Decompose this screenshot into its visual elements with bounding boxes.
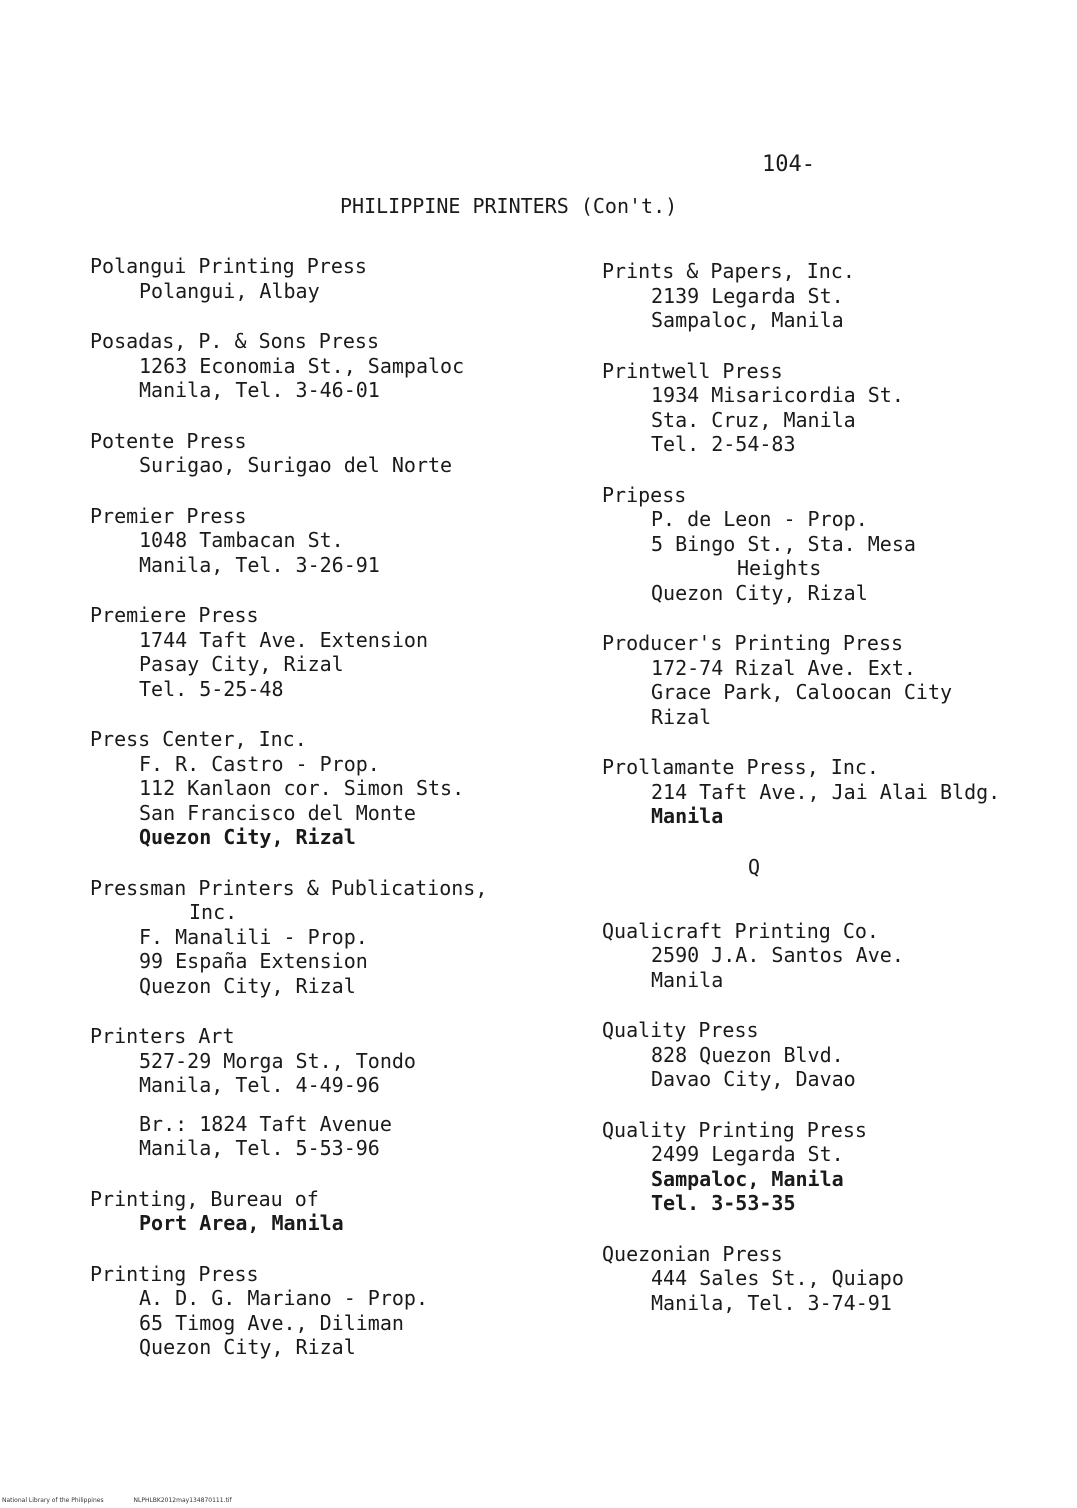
entry-line: Manila bbox=[651, 967, 724, 992]
directory-entry bbox=[90, 429, 550, 478]
entry-line: Sampaloc, Manila bbox=[651, 308, 844, 332]
directory-entry bbox=[90, 329, 550, 403]
entry-line: Quezon City, Rizal bbox=[651, 580, 868, 605]
directory-entry bbox=[90, 1187, 550, 1236]
entry-line: Quezon City, Rizal bbox=[139, 973, 356, 998]
directory-entry bbox=[90, 1262, 550, 1360]
entry-line: 444 Sales St., Quiapo bbox=[651, 1266, 904, 1290]
directory-entry bbox=[90, 727, 550, 850]
entry-line: 99 España Extension bbox=[139, 949, 368, 973]
entry-name: Printing, Bureau of bbox=[90, 1186, 319, 1211]
entry-line: 2499 Legarda St. bbox=[651, 1142, 844, 1166]
entry-line: A. D. G. Mariano - Prop. bbox=[139, 1286, 428, 1310]
entry-line: Manila, Tel. 3-74-91 bbox=[651, 1290, 892, 1315]
left-column bbox=[90, 254, 550, 1386]
entry-line: Manila, Tel. 3-46-01 bbox=[139, 378, 380, 402]
entry-name: Potente Press bbox=[90, 428, 247, 453]
entry-line: Surigao, Surigao del Norte bbox=[139, 453, 453, 477]
right-column bbox=[602, 259, 1022, 1341]
entry-name: Printwell Press bbox=[602, 358, 783, 383]
section-letter-heading: Q bbox=[748, 854, 761, 879]
entry-name: Prollamante Press, Inc. bbox=[602, 755, 879, 779]
entry-name: Qualicraft Printing Co. bbox=[602, 918, 879, 943]
entry-name: Pressman Printers & Publications, bbox=[90, 875, 488, 900]
branch-line: Br.: 1824 Taft Avenue bbox=[139, 1111, 392, 1136]
directory-entry bbox=[602, 483, 1022, 606]
entry-line: P. de Leon - Prop. bbox=[651, 507, 868, 531]
entry-line: 2590 J.A. Santos Ave. bbox=[651, 943, 904, 967]
entry-line: Tel. 2-54-83 bbox=[651, 432, 796, 456]
entry-line: Tel. 5-25-48 bbox=[139, 676, 284, 701]
page-title: PHILIPPINE PRINTERS (Con't.) bbox=[340, 194, 678, 218]
directory-entry bbox=[90, 1024, 550, 1161]
entry-line: 1048 Tambacan St. bbox=[139, 528, 344, 552]
entry-line: Polangui, Albay bbox=[139, 278, 320, 303]
entry-name: Producer's Printing Press bbox=[602, 631, 904, 655]
entry-line: 5 Bingo St., Sta. Mesa bbox=[651, 531, 916, 556]
branch-line: Manila, Tel. 5-53-96 bbox=[139, 1136, 380, 1160]
spacer bbox=[90, 1098, 550, 1112]
footer-library: National Library of the Philippines bbox=[2, 1497, 104, 1504]
entry-line: Quezon City, Rizal bbox=[139, 825, 356, 849]
entry-line: F. R. Castro - Prop. bbox=[139, 751, 380, 776]
entry-line: Sta. Cruz, Manila bbox=[651, 407, 856, 432]
entry-line: 214 Taft Ave., Jai Alai Bldg. bbox=[651, 779, 1001, 804]
entry-name: Polangui Printing Press bbox=[90, 254, 367, 278]
entry-line: 65 Timog Ave., Diliman bbox=[139, 1310, 404, 1335]
directory-entry bbox=[602, 1242, 1022, 1316]
scan-footer bbox=[2, 1497, 260, 1504]
entry-name: Posadas, P. & Sons Press bbox=[90, 329, 379, 353]
entry-line: 828 Quezon Blvd. bbox=[651, 1042, 844, 1067]
directory-entry bbox=[602, 631, 1022, 729]
entry-name: Quality Printing Press bbox=[602, 1117, 867, 1142]
entry-line: San Francisco del Monte bbox=[139, 800, 416, 825]
entry-name: Premier Press bbox=[90, 503, 247, 528]
entry-name: Prints & Papers, Inc. bbox=[602, 259, 855, 283]
entry-name: Printing Press bbox=[90, 1261, 259, 1286]
entry-line: F. Manalili - Prop. bbox=[139, 924, 368, 949]
directory-entry bbox=[602, 1018, 1022, 1092]
entry-line: Port Area, Manila bbox=[139, 1211, 344, 1235]
entry-name: Quality Press bbox=[602, 1018, 759, 1042]
entry-line-continuation: Heights bbox=[737, 556, 822, 580]
page-number: 104- bbox=[762, 152, 815, 177]
directory-entry bbox=[90, 504, 550, 578]
entry-name: Pripess bbox=[602, 482, 687, 507]
entry-line: 1744 Taft Ave. Extension bbox=[139, 627, 428, 652]
entry-line: Manila, Tel. 4-49-96 bbox=[139, 1073, 380, 1097]
entry-line: Tel. 3-53-35 bbox=[651, 1191, 796, 1215]
entry-line: Pasay City, Rizal bbox=[139, 652, 344, 676]
entry-line: Manila bbox=[651, 804, 724, 828]
entry-name: Printers Art bbox=[90, 1024, 235, 1048]
entry-line: 2139 Legarda St. bbox=[651, 283, 844, 308]
entry-line: 172-74 Rizal Ave. Ext. bbox=[651, 655, 916, 680]
entry-line: Grace Park, Caloocan City bbox=[651, 680, 953, 704]
directory-entry bbox=[602, 259, 1022, 333]
entry-line: Sampaloc, Manila bbox=[651, 1166, 844, 1191]
entry-name: Quezonian Press bbox=[602, 1241, 783, 1266]
directory-entry bbox=[90, 254, 550, 303]
entry-name-continuation: Inc. bbox=[189, 900, 238, 924]
entry-name: Premiere Press bbox=[90, 603, 259, 627]
directory-entry bbox=[602, 1118, 1022, 1216]
directory-entry bbox=[602, 919, 1022, 993]
entry-line: 1263 Economia St., Sampaloc bbox=[139, 353, 465, 378]
entry-line: Davao City, Davao bbox=[651, 1067, 856, 1091]
entry-line: 527-29 Morga St., Tondo bbox=[139, 1048, 416, 1073]
directory-entry bbox=[602, 755, 1022, 829]
directory-entry bbox=[90, 603, 550, 701]
entry-line: Quezon City, Rizal bbox=[139, 1335, 356, 1359]
entry-name: Press Center, Inc. bbox=[90, 727, 307, 751]
entry-line: Manila, Tel. 3-26-91 bbox=[139, 552, 380, 577]
entry-line: Rizal bbox=[651, 704, 712, 729]
entry-line: 112 Kanlaon cor. Simon Sts. bbox=[139, 776, 465, 800]
entry-line: 1934 Misaricordia St. bbox=[651, 383, 904, 407]
footer-file: NLPHLBK2012may134870111.tif bbox=[133, 1497, 232, 1504]
directory-entry bbox=[602, 359, 1022, 457]
directory-entry bbox=[90, 876, 550, 999]
